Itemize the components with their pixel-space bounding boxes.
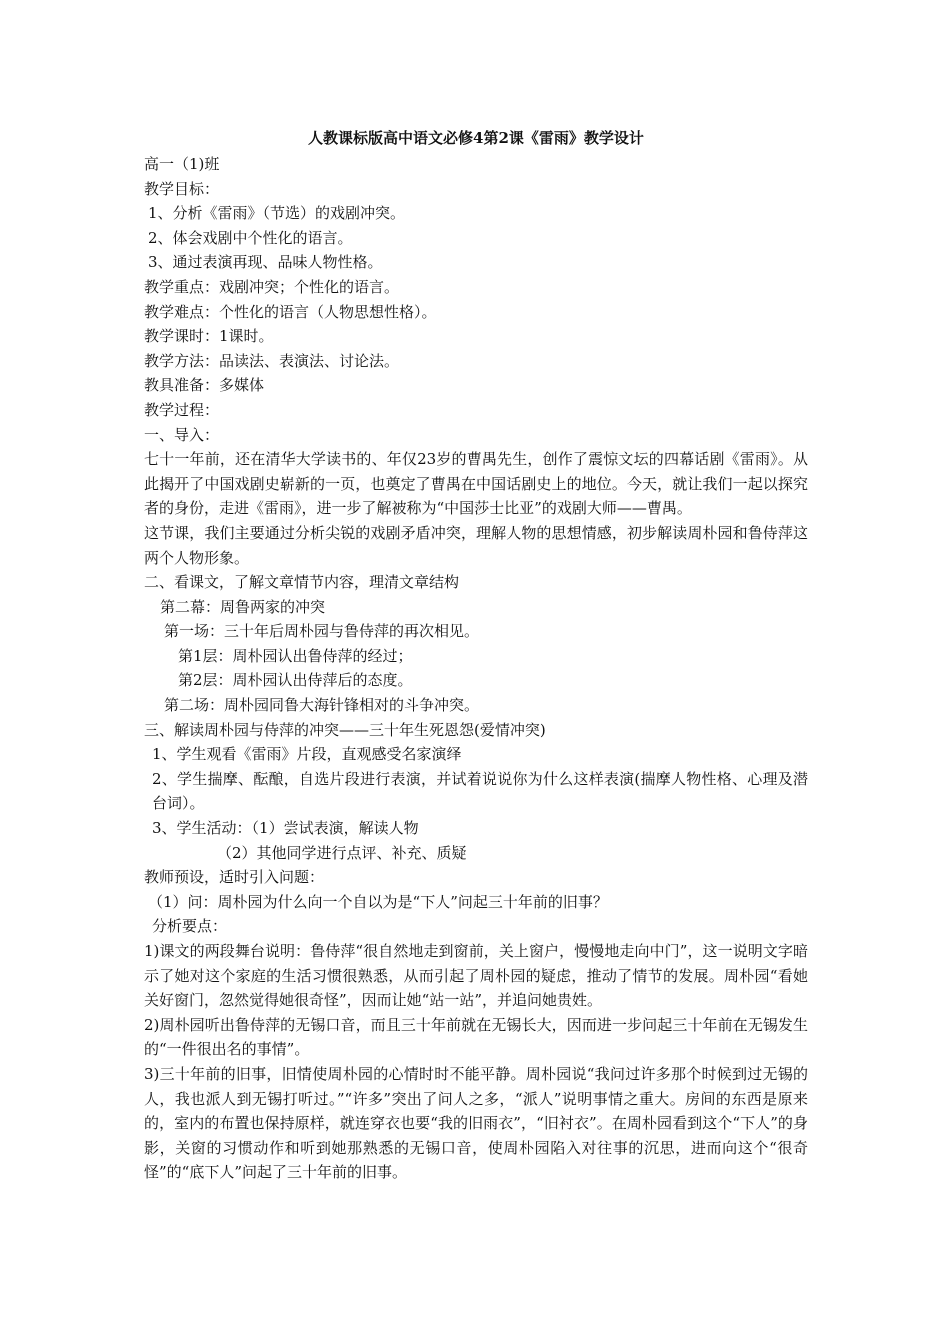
objective-item: 2、体会戏剧中个性化的语言。 [148,228,353,247]
structure-layer: 第1层：周朴园认出鲁侍萍的经过； [178,646,413,665]
structure-scene: 第二场：周朴园同鲁大海针锋相对的斗争冲突。 [164,696,480,715]
process-heading: 教学过程： [144,400,220,419]
intro-paragraph: 这节课，我们主要通过分析尖锐的戏剧矛盾冲突，理解人物的思想情感，初步解读周朴园和鲁侍萍这两个人物形象。 [144,523,808,567]
activity-item: 3、学生活动：（1）尝试表演，解读人物 [152,819,419,838]
objective-item: 1、分析《雷雨》（节选）的戏剧冲突。 [148,204,406,223]
analysis-heading: 分析要点： [152,917,228,936]
activity-subitem: （2）其他同学进行点评、补充、质疑 [217,843,467,862]
analysis-paragraph: 1)课文的两段舞台说明：鲁侍萍“很自然地走到窗前，关上窗户，慢慢地走向中门”，这一说明文字暗示了她对这个家庭的生活习惯很熟悉，从而引起了周朴园的疑虑，推动了情节的发展。周朴园“看她关好窗门，忽然觉得她很奇怪”，因而让她“站一站”，并追问她贵姓。 [144,942,808,1010]
activity-item: 2、学生揣摩、酝酿，自选片段进行表演，并试着说说你为什么这样表演(揣摩人物性格、心理及潜台词）。 [152,769,808,813]
structure-layer: 第2层：周朴园认出侍萍后的态度。 [178,671,413,690]
section-heading: 二、看课文，了解文章情节内容，理清文章结构 [144,573,460,592]
analysis-paragraph: 2)周朴园听出鲁侍萍的无锡口音，而且三十年前就在无锡长大，因而进一步问起三十年前在无锡发生的“一件很出名的事情”。 [144,1015,808,1059]
difficulties: 教学难点：个性化的语言（人物思想性格）。 [144,302,437,321]
analysis-paragraph: 3)三十年前的旧事，旧情使周朴园的心情时时不能平静。周朴园说“我问过许多那个时候到过无锡的人，我也派人到无锡打听过。”“许多”突出了问人之多，“派人”说明事情之重大。房间的东西是原来的，室内的布置也保持原样，就连穿衣也要“我的旧雨衣”，“旧衬衣”。在周朴园看到这个“下人”的身影，关窗的习惯动作和听到她那熟悉的无锡口音，使周朴园陷入对往事的沉思，进而向这个“很奇怪”的“底下人”问起了三十年前的旧事。 [144,1064,808,1182]
objective-item: 3、通过表演再现、品味人物性格。 [148,253,383,272]
structure-scene: 第一场：三十年后周朴园与鲁侍萍的再次相见。 [164,622,480,641]
teaching-methods: 教学方法：品读法、表演法、讨论法。 [144,351,400,370]
objectives-heading: 教学目标： [144,179,220,198]
structure-act: 第二幕：周鲁两家的冲突 [160,597,326,616]
teacher-preset: 教师预设，适时引入问题： [144,868,325,887]
teaching-tools: 教具准备：多媒体 [144,376,265,395]
section-heading: 一、导入： [144,425,220,444]
teaching-hours: 教学课时：1课时。 [144,327,274,346]
document-body [144,124,808,1185]
activity-item: 1、学生观看《雷雨》片段，直观感受名家演绎 [152,745,462,764]
document-title: 人教课标版高中语文必修4第2课《雷雨》教学设计 [308,129,644,147]
intro-paragraph: 七十一年前，还在清华大学读书的、年仅23岁的曹禺先生，创作了震惊文坛的四幕话剧《雷雨》。从此揭开了中国戏剧史崭新的一页，也奠定了曹禺在中国话剧史上的地位。今天，就让我们一起以探究者的身份，走进《雷雨》，进一步了解被称为“中国莎士比亚”的戏剧大师——曹禺。 [144,450,808,518]
key-points: 教学重点：戏剧冲突；个性化的语言。 [144,277,400,296]
class-name: 高一（1)班 [144,155,220,173]
section-heading: 三、解读周朴园与侍萍的冲突——三十年生死恩怨(爱情冲突) [144,720,546,739]
question: （1）问：周朴园为什么向一个自以为是“下人”问起三十年前的旧事？ [148,892,608,911]
